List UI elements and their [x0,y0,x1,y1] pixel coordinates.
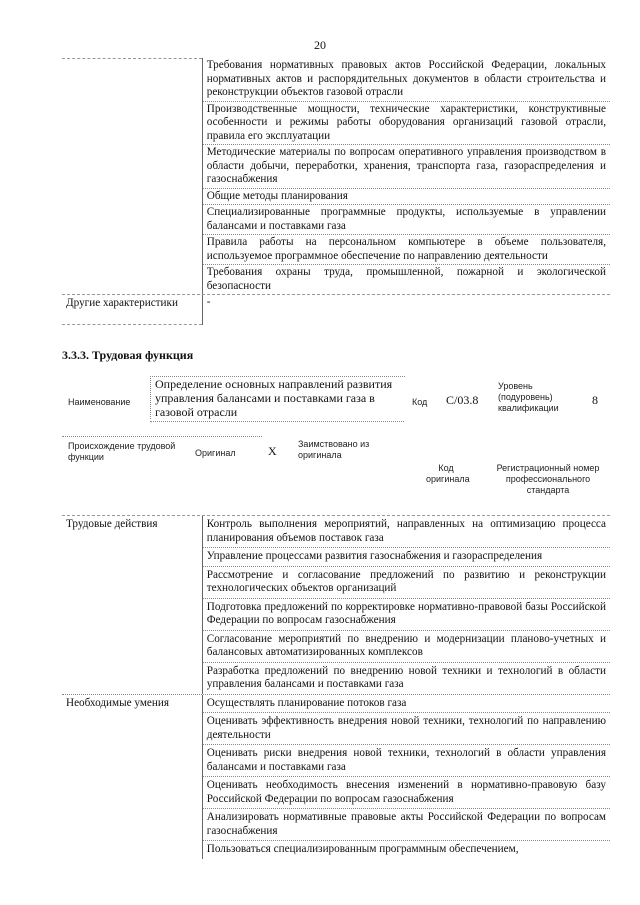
labor-actions-row [62,515,610,694]
original-mark: X [268,444,277,458]
original-code-label: Код оригинала [426,463,470,484]
required-skills-label: Необходимые умения [66,696,169,709]
code-value: C/03.8 [446,393,479,407]
qualification-level-label: Уровень (подуровень) квалификации [498,381,559,413]
knowledge-row [62,58,610,294]
required-skills-row [62,694,610,859]
knowledge-item: Требования нормативных правовых актов Российской Федерации, локальных нормативных актов и распорядительных документов в области строительства и реконструкции объектов газовой отрасли [203,58,610,102]
labor-action-item: Согласование мероприятий по внедрению и модернизации планово-учетных и балансовых автоматизированных комплексов [203,631,610,663]
registration-number-label: Регистрационный номер профессионального стандарта [496,463,600,495]
skill-item: Оценивать эффективность внедрения новой техники, технологий по направлению деятельности [203,713,610,745]
knowledge-item: Общие методы планирования [203,189,610,206]
skill-item: Пользоваться специализированным программным обеспечением, [206,843,519,855]
page-number: 20 [314,38,326,52]
knowledge-table [62,58,610,325]
skill-item: Анализировать нормативные правовые акты Российской Федерации по вопросам газоснабжения [203,809,610,841]
code-label: Код [412,397,428,407]
origin-topline [62,436,262,437]
other-characteristics-row [62,294,610,325]
labor-function-table [62,515,610,859]
original-label: Оригинал [195,448,236,458]
knowledge-item: Правила работы на персональном компьютере в объеме пользователя, используемое программное обеспечение по направлению деятельности [203,235,610,265]
knowledge-item: Производственные мощности, технические характеристики, конструктивные особенности и режимы работы оборудования организаций газовой отрасли, правила его эксплуатации [203,102,610,146]
knowledge-item: Методические материалы по вопросам оперативного управления производством в области добычи, переработки, хранения, транспорта газа, газораспределения и газоснабжения [203,145,610,189]
knowledge-label-cell [62,58,202,294]
knowledge-item: Специализированные программные продукты, используемые в управлении балансами и поставками газа [203,205,610,235]
skill-item: Оценивать необходимость внесения изменений в нормативно-правовую базу Российской Федерации по вопросам газоснабжения [203,777,610,809]
labor-action-item: Разработка предложений по внедрению новой техники и технологий в области управления балансами и поставками газа [206,664,606,690]
labor-actions-label: Трудовые действия [66,518,158,530]
borrowed-label: Заимствовано из оригинала [298,439,370,460]
name-label: Наименование [68,397,131,407]
name-underline [150,421,404,422]
other-characteristics-value-cell [202,295,610,325]
labor-actions-list [202,516,610,694]
knowledge-list [202,58,610,294]
section-heading: 3.3.3. Трудовая функция [62,348,194,362]
other-characteristics-label: Другие характеристики [62,295,202,325]
qualification-level-value: 8 [592,393,598,407]
knowledge-item: Требования охраны труда, промышленной, пожарной и экологической безопасности [206,266,606,292]
required-skills-list [202,695,610,859]
labor-action-item: Управление процессами развития газоснабжения и газораспределения [203,548,610,567]
labor-action-item: Рассмотрение и согласование предложений по развитию и реконструкции технологических объектов организаций [203,567,610,599]
other-characteristics-value: - [206,296,211,308]
function-name: Определение основных направлений развития управления балансами и поставками газа в газовой отрасли [150,376,405,419]
origin-label: Происхождение трудовой функции [68,441,176,462]
skill-item: Оценивать риски внедрения новой техники, технологий в области управления балансами и поставками газа [203,745,610,777]
labor-action-item: Подготовка предложений по корректировке нормативно-правовой базы Российской Федерации по вопросам газоснабжения [203,599,610,631]
skill-item: Осуществлять планирование потоков газа [203,695,610,714]
labor-action-item: Контроль выполнения мероприятий, направленных на оптимизацию процесса планирования объемов поставок газа [203,516,610,548]
